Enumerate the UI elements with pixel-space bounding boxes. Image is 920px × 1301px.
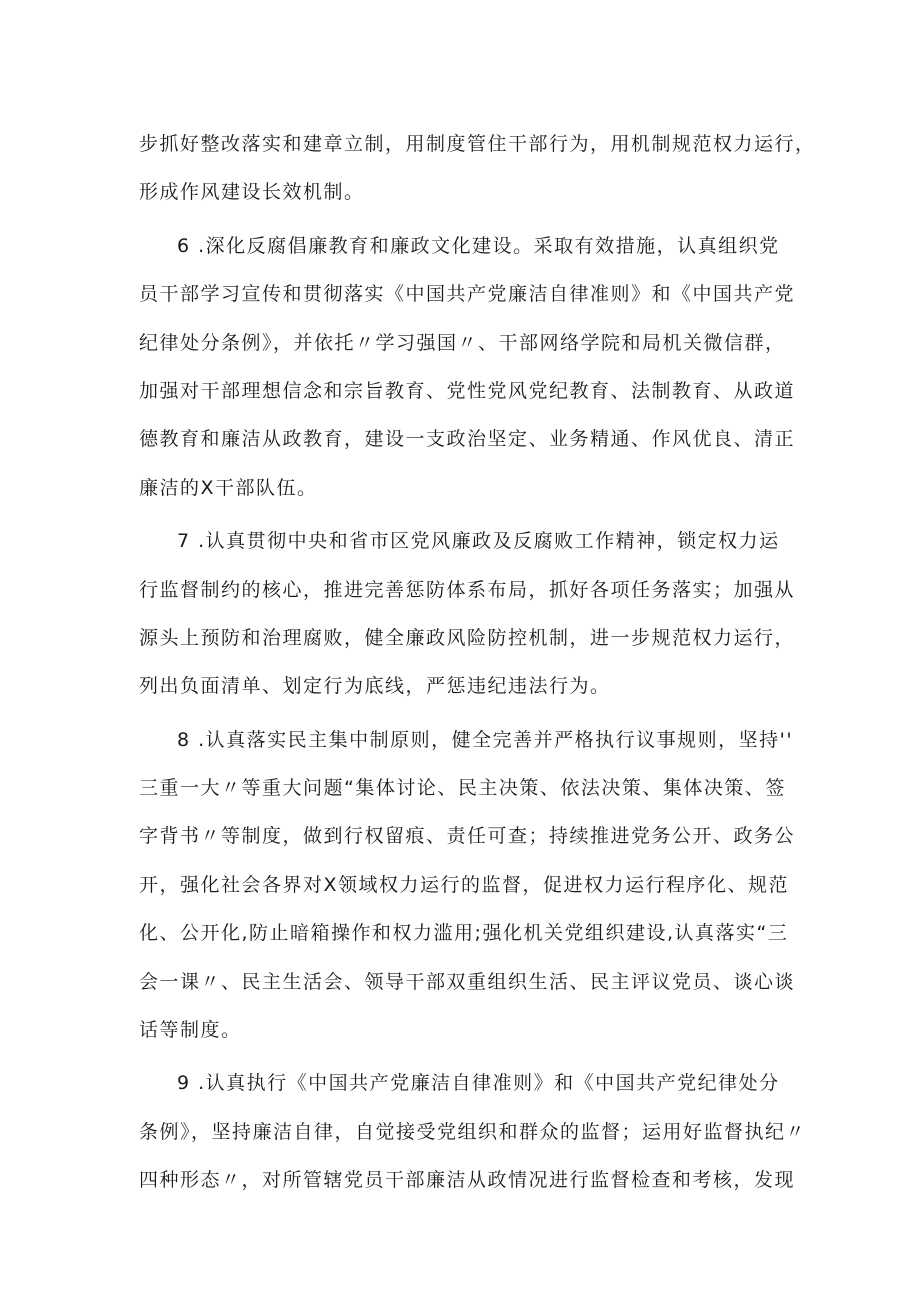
text-line: 步抓好整改落实和建章立制，用制度管住干部行为，用机制规范权力运行，: [139, 133, 816, 155]
text-line: 形成作风建设长效机制。: [139, 181, 365, 204]
text-line: 员干部学习宣传和贯彻落实《中国共产党廉洁自律准则》和《中国共产党: [139, 283, 796, 306]
text-line: 源头上预防和治理腐败，健全廉政风险防控机制，进一步规范权力运行，: [139, 626, 796, 649]
text-line: 字背书〃等制度，做到行权留痕、责任可查；持续推进党务公开、政务公: [139, 825, 796, 848]
text-line: 廉洁的X干部队伍。: [139, 476, 318, 499]
paragraph-first-line: 7 .认真贯彻中央和省市区党风廉政及反腐败工作精神，锁定权力运: [177, 530, 780, 553]
paragraph-first-line: 6 .深化反腐倡廉教育和廉政文化建设。采取有效措施，认真组织党: [177, 234, 780, 257]
text-line: 行监督制约的核心，推进完善惩防体系布局，抓好各项任务落实；加强从: [139, 578, 796, 601]
text-line: 会一课〃、民主生活会、领导干部双重组织生活、民主评议党员、谈心谈: [139, 970, 796, 993]
text-line: 列出负面清单、划定行为底线，严惩违纪违法行为。: [139, 675, 611, 698]
text-line: 德教育和廉洁从政教育，建设一支政治坚定、业务精通、作风优良、清正: [139, 428, 796, 451]
text-line: 开，强化社会各界对X领域权力运行的监督，促进权力运行程序化、规范: [139, 873, 790, 896]
paragraph-first-line: 9 .认真执行《中国共产党廉洁自律准则》和《中国共产党纪律处分: [177, 1072, 780, 1095]
text-line: 话等制度。: [139, 1019, 242, 1042]
text-line: 纪律处分条例》，并依托〃学习强国〃、干部网络学院和局机关微信群，: [139, 331, 786, 354]
text-line: 加强对干部理想信念和宗旨教育、党性党风党纪教育、法制教育、从政道: [139, 379, 796, 402]
text-line: 三重一大〃等重大问题“集体讨论、民主决策、依法决策、集体决策、签: [139, 777, 786, 800]
text-line: 四种形态〃，对所管辖党员干部廉洁从政情况进行监督检查和考核，发现: [139, 1169, 796, 1192]
document-body: [139, 120, 816, 1205]
text-line: 条例》，坚持廉洁自律，自觉接受党组织和群众的监督；运用好监督执纪〃: [139, 1120, 807, 1143]
paragraph-first-line: 8 .认真落实民主集中制原则，健全完善并严格执行议事规则，坚持'': [177, 728, 794, 751]
text-line: 化、公开化,防止暗箱操作和权力滥用;强化机关党组织建设,认真落实“三: [139, 922, 789, 945]
